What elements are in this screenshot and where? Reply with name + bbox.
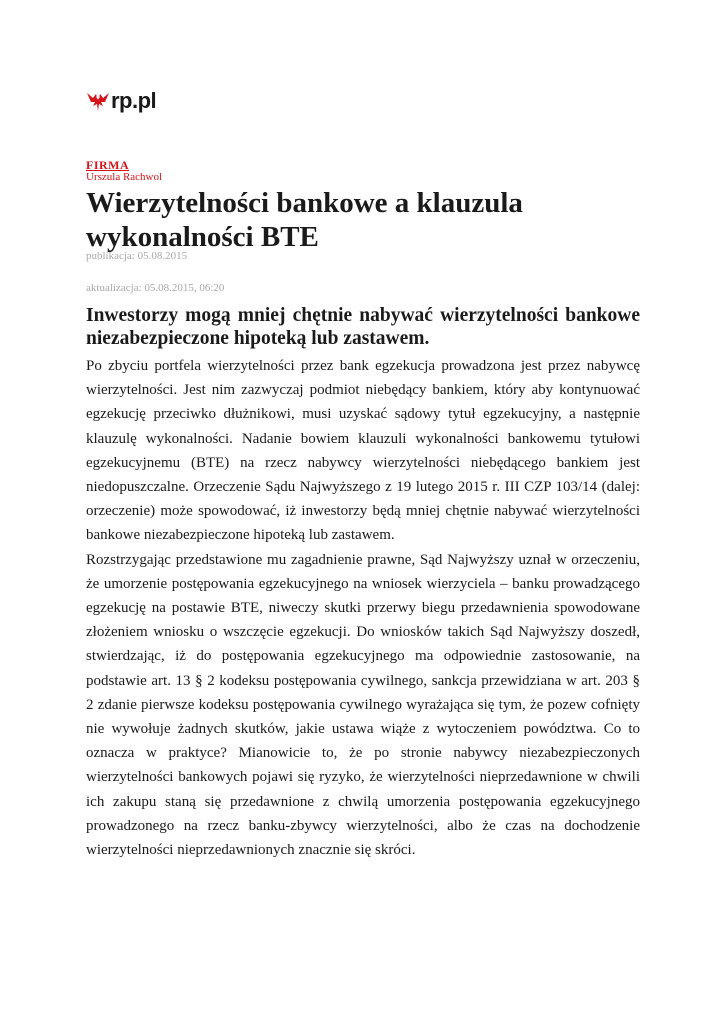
- publication-date: publikacja: 05.08.2015: [86, 250, 188, 262]
- logo-text: rp.pl: [111, 88, 157, 113]
- section-label[interactable]: FIRMA: [86, 158, 130, 172]
- article-paragraph: Po zbyciu portfela wierzytelności przez bank egzekucja prowadzona jest przez nabywcę wierzytelności. Jest nim zazwyczaj podmiot niebędący bankiem, który aby kontynuować egzekucję przeciwko dłużnikowi, musi uzyskać sądowy tytuł egzekucyjny, a następnie klauzulę wykonalności. Nadanie bowiem klauzuli wykonalności bankowemu tytułowi egzekucyjnemu (BTE) na rzecz nabywcy wierzytelności niebędącego bankiem jest niedopuszczalne. Orzeczenie Sądu Najwyższego z 19 lutego 2015 r. III CZP 103/14 (dalej: orzeczenie) może spowodować, iż inwestorzy będą mniej chętnie nabywać wierzytelności bankowe niezabezpieczone hipoteką lub zastawem.: [86, 358, 640, 544]
- article-body: [86, 354, 640, 862]
- author-name: Urszula Rachwol: [86, 171, 163, 183]
- article-lead: Inwestorzy mogą mniej chętnie nabywać wierzytelności bankowe niezabezpieczone hipoteką lub zastawem.: [86, 305, 640, 349]
- update-date: aktualizacja: 05.08.2015, 06:20: [86, 282, 225, 294]
- article-title: Wierzytelności bankowe a klauzula wykonalności BTE: [86, 187, 523, 253]
- eagle-icon: [86, 89, 110, 113]
- site-logo[interactable]: [86, 88, 156, 114]
- article-paragraph: Rozstrzygając przedstawione mu zagadnienie prawne, Sąd Najwyższy uznał w orzeczeniu, że umorzenie postępowania egzekucyjnego na wniosek wierzyciela – banku prowadzącego egzekucję na postawie BTE, niweczy skutki przerwy biegu przedawnienia spowodowane złożeniem wniosku o wszczęcie egzekucji. Do wniosków takich Sąd Najwyższy doszedł, stwierdzając, iż do postępowania egzekucyjnego ma odpowiednie zastosowanie, na podstawie art. 13 § 2 kodeksu postępowania cywilnego, sankcja przewidziana w art. 203 § 2 zdanie pierwsze kodeksu postępowania cywilnego wyrażająca się tym, że pozew cofnięty nie wywołuje żadnych skutków, jakie ustawa wiąże z wytoczeniem powództwa. Co to oznacza w praktyce? Mianowicie to, że po stronie nabywcy niezabezpieczonych wierzytelności bankowych pojawi się ryzyko, że wierzytelności nieprzedawnione w chwili ich zakupu staną się przedawnione z chwilą umorzenia postępowania egzekucyjnego prowadzonego na rzecz banku-zbywcy wierzytelności, albo że czas na dochodzenie wierzytelności nieprzedawnionych znacznie się skróci.: [86, 551, 640, 859]
